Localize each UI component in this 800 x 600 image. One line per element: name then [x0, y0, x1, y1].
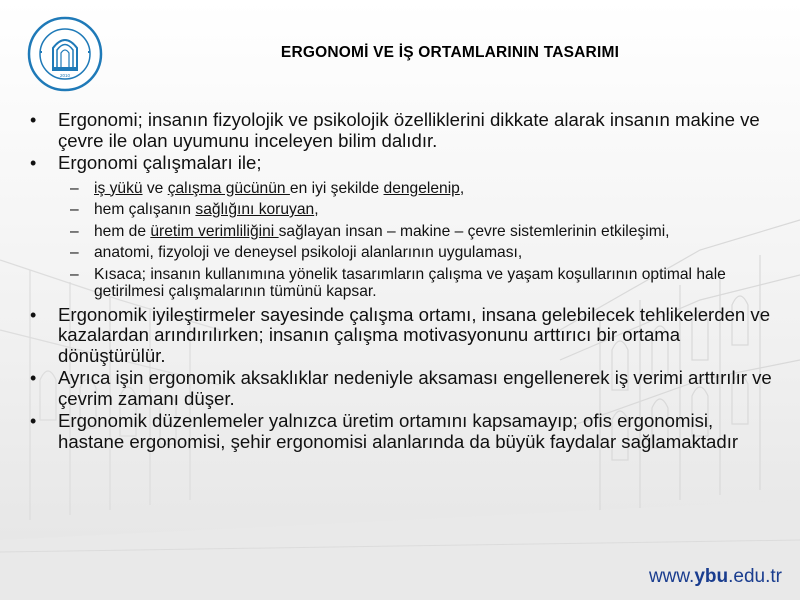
sub-bullet-item: [30, 180, 775, 198]
bullet-icon: •: [30, 368, 37, 388]
sub-bullet-item: [30, 223, 775, 241]
footer-brand: ybu: [694, 566, 729, 587]
sub-bullet-text: ,: [314, 201, 319, 218]
sub-bullet-text: anatomi, fizyoloji ve deneysel psikoloji alanlarının uygulaması,: [94, 244, 523, 261]
bullet-text: Ayrıca işin ergonomik aksaklıklar nedeniyle aksaması engellenerek iş verimi arttırılır ve çevrim zamanı düşer.: [58, 367, 772, 409]
bullet-item: [30, 305, 775, 367]
sub-bullet-text: ,: [459, 179, 465, 197]
sub-bullet-text: ve: [142, 179, 168, 197]
underlined-text: iş yükü: [94, 179, 143, 197]
bullet-item: [30, 153, 775, 174]
dash-icon: –: [70, 244, 79, 261]
dash-icon: –: [70, 201, 79, 218]
sub-bullet-item: [30, 244, 775, 262]
slide-title: ERGONOMİ VE İŞ ORTAMLARININ TASARIMI: [280, 44, 620, 61]
university-seal-logo: [27, 16, 103, 92]
bullet-icon: •: [30, 304, 37, 325]
dash-icon: –: [70, 222, 79, 240]
underlined-text: dengelenip: [383, 179, 460, 197]
sub-bullet-text: en iyi şekilde: [289, 179, 384, 197]
underlined-text: sağlığını koruyan: [195, 201, 315, 218]
bullet-text: Ergonomi çalışmaları ile;: [58, 152, 262, 173]
bullet-icon: •: [30, 411, 37, 431]
bullet-text: Ergonomik düzenlemeler yalnızca üretim ortamını kapsamayıp; ofis ergonomisi, hastane ergonomisi, şehir ergonomisi alanlarında da büyük faydalar sağlamaktadır: [58, 410, 739, 452]
bullet-item: [30, 411, 775, 452]
website-link[interactable]: [649, 566, 782, 588]
footer-suffix: .edu.tr: [728, 566, 782, 587]
sub-bullet-item: [30, 266, 775, 301]
bullet-text: Ergonomi; insanın fizyolojik ve psikolojik özelliklerini dikkate alarak insanın makine ve çevre ile olan uyumunu inceleyen bilim dalıdır.: [58, 109, 760, 151]
slide-content: [30, 110, 775, 454]
sub-bullet-text: hem çalışanın: [94, 201, 196, 218]
sub-bullet-text: hem de: [94, 222, 151, 240]
bullet-icon: •: [30, 110, 37, 130]
sub-bullet-text: sağlayan insan – makine – çevre sistemlerinin etkileşimi,: [278, 222, 670, 240]
bullet-item: [30, 110, 775, 151]
bullet-item: [30, 368, 775, 409]
footer-prefix: www.: [648, 566, 695, 587]
dash-icon: –: [70, 179, 79, 197]
dash-icon: –: [70, 265, 79, 283]
bullet-icon: •: [30, 153, 37, 173]
sub-bullet-item: [30, 201, 775, 219]
underlined-text: çalışma gücünün: [167, 179, 290, 197]
svg-text:2010: 2010: [59, 73, 71, 78]
underlined-text: üretim verimliliğini: [150, 222, 279, 240]
sub-bullet-text: Kısaca; insanın kullanımına yönelik tasarımların çalışma ve yaşam koşullarının optimal hale getirilmesi çalışmalarının tümünü kapsar.: [94, 265, 726, 300]
bullet-text: Ergonomik iyileştirmeler sayesinde çalışma ortamı, insana gelebilecek tehlikelerden ve kazalardan arındırılırken; insanın çalışma motivasyonunu arttırıcı bir ortama dönüştürülür.: [58, 303, 771, 366]
